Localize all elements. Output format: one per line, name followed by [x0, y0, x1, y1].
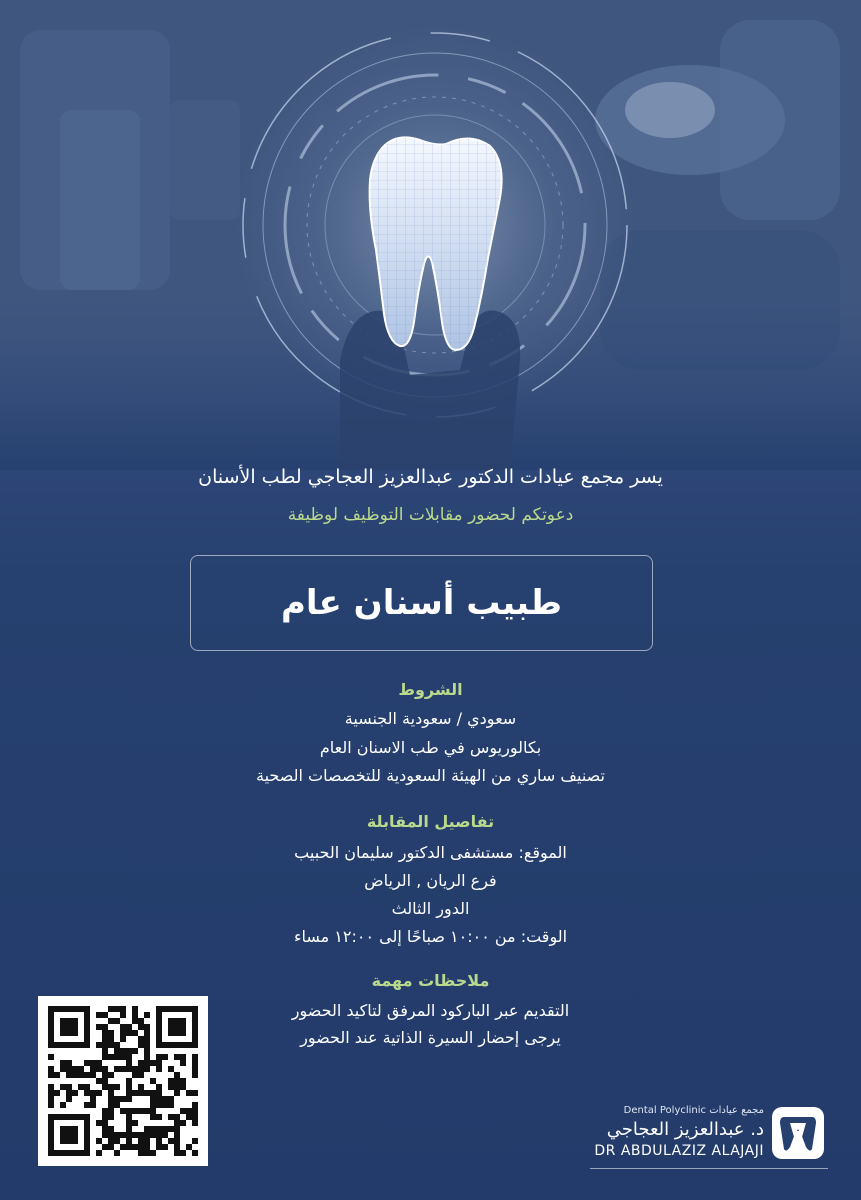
job-title-box — [190, 555, 653, 651]
interview-item: الوقت: من ١٠:٠٠ صباحًا إلى ١٢:٠٠ مساء — [293, 927, 568, 946]
qr-code[interactable] — [38, 996, 208, 1166]
intro-line-1: يسر مجمع عيادات الدكتور عبدالعزيز العجاجي لطب الأسنان — [198, 466, 663, 488]
note-item: يرجى إحضار السيرة الذاتية عند الحضور — [300, 1028, 561, 1047]
requirement-item: بكالوريوس في طب الاسنان العام — [319, 738, 542, 757]
requirement-item: تصنيف ساري من الهيئة السعودية للتخصصات الصحية — [256, 766, 605, 785]
interview-item: فرع الريان , الرياض — [364, 871, 497, 890]
intro-line-2: دعوتكم لحضور مقابلات التوظيف لوظيفة — [287, 505, 574, 525]
logo-arabic-name: د. عبدالعزيز العجاجي — [606, 1119, 764, 1140]
note-item: التقديم عبر الباركود المرفق لتاكيد الحضور — [291, 1001, 570, 1020]
requirements-heading: الشروط — [398, 680, 463, 699]
clinic-logo — [590, 1103, 830, 1165]
requirement-item: سعودي / سعودية الجنسية — [344, 709, 517, 728]
tooth-hologram-icon — [0, 0, 861, 470]
interview-item: الموقع: مستشفى الدكتور سليمان الحبيب — [294, 843, 567, 862]
qr-code-icon — [38, 996, 208, 1166]
logo-subtitle: Dental Polyclinic مجمع عيادات — [623, 1105, 764, 1116]
logo-divider — [590, 1168, 828, 1169]
notes-heading: ملاحظات مهمة — [371, 971, 490, 990]
interview-heading: تفاصيل المقابلة — [366, 812, 495, 831]
tooth-logo-icon — [772, 1107, 824, 1159]
interview-item: الدور الثالث — [391, 899, 470, 918]
logo-english-name: DR ABDULAZIZ ALAJAJI — [594, 1143, 764, 1159]
job-title: طبيب أسنان عام — [280, 583, 563, 623]
